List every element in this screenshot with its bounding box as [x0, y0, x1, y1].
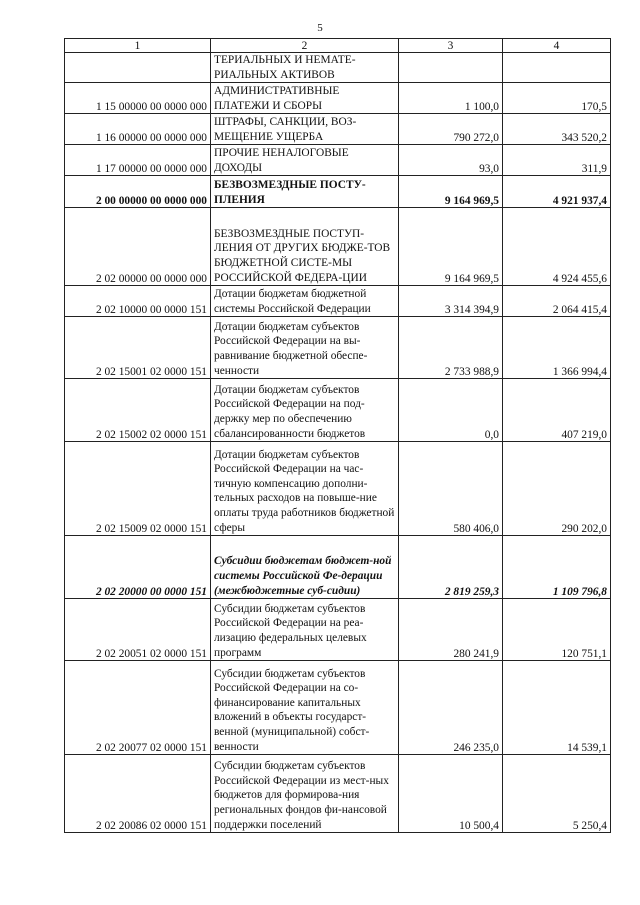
- actual-amount-cell: 14 539,1: [503, 661, 611, 755]
- actual-amount-cell: 4 924 455,6: [503, 208, 611, 286]
- table-row: [65, 536, 611, 599]
- plan-amount-cell: 280 241,9: [399, 599, 503, 661]
- plan-amount-cell: 0,0: [399, 379, 503, 442]
- table-row: [65, 176, 611, 208]
- plan-amount-cell: 10 500,4: [399, 755, 503, 833]
- plan-amount-cell: 790 272,0: [399, 114, 503, 145]
- table-row: [65, 114, 611, 145]
- code-cell: 2 02 00000 00 0000 000: [65, 208, 211, 286]
- code-cell: 2 02 15002 02 0000 151: [65, 379, 211, 442]
- table-row: [65, 661, 611, 755]
- table-row: [65, 53, 611, 83]
- code-cell: 2 02 15009 02 0000 151: [65, 442, 211, 536]
- table-row: [65, 83, 611, 114]
- plan-amount-cell: 246 235,0: [399, 661, 503, 755]
- actual-amount-cell: 4 921 937,4: [503, 176, 611, 208]
- table-row: [65, 286, 611, 317]
- code-cell: 2 02 20000 00 0000 151: [65, 536, 211, 599]
- table-row: [65, 442, 611, 536]
- plan-amount-cell: 3 314 394,9: [399, 286, 503, 317]
- name-cell: БЕЗВОЗМЕЗДНЫЕ ПОСТУ-ПЛЕНИЯ: [211, 176, 399, 208]
- name-cell: ПРОЧИЕ НЕНАЛОГОВЫЕ ДОХОДЫ: [211, 145, 399, 176]
- table-row: [65, 317, 611, 379]
- plan-amount-cell: 9 164 969,5: [399, 208, 503, 286]
- code-cell: [65, 53, 211, 83]
- actual-amount-cell: 1 109 796,8: [503, 536, 611, 599]
- code-cell: 2 02 15001 02 0000 151: [65, 317, 211, 379]
- actual-amount-cell: 170,5: [503, 83, 611, 114]
- column-number-2: 2: [211, 39, 399, 53]
- name-cell: Дотации бюджетам субъектов Российской Федерации на час-тичную компенсацию дополни-тельных расходов на повыше-ние оплаты труда работников бюджетной сферы: [211, 442, 399, 536]
- actual-amount-cell: 120 751,1: [503, 599, 611, 661]
- column-number-1: 1: [65, 39, 211, 53]
- plan-amount-cell: 580 406,0: [399, 442, 503, 536]
- plan-amount-cell: [399, 53, 503, 83]
- actual-amount-cell: 290 202,0: [503, 442, 611, 536]
- code-cell: 2 02 20051 02 0000 151: [65, 599, 211, 661]
- actual-amount-cell: 311,9: [503, 145, 611, 176]
- actual-amount-cell: 1 366 994,4: [503, 317, 611, 379]
- name-cell: Субсидии бюджетам субъектов Российской Федерации на со-финансирование капитальных вложений в объекты государст-венной (муниципальной) собст-венности: [211, 661, 399, 755]
- name-cell: ШТРАФЫ, САНКЦИИ, ВОЗ-МЕЩЕНИЕ УЩЕРБА: [211, 114, 399, 145]
- plan-amount-cell: 2 819 259,3: [399, 536, 503, 599]
- code-cell: 1 15 00000 00 0000 000: [65, 83, 211, 114]
- code-cell: 2 02 20086 02 0000 151: [65, 755, 211, 833]
- page-number: 5: [317, 22, 323, 34]
- code-cell: 1 16 00000 00 0000 000: [65, 114, 211, 145]
- name-cell: Дотации бюджетам субъектов Российской Федерации на под-держку мер по обеспечению сбалансированности бюджетов: [211, 379, 399, 442]
- plan-amount-cell: 1 100,0: [399, 83, 503, 114]
- table-row: [65, 145, 611, 176]
- code-cell: 2 02 20077 02 0000 151: [65, 661, 211, 755]
- table-row: [65, 379, 611, 442]
- name-cell: БЕЗВОЗМЕЗДНЫЕ ПОСТУП-ЛЕНИЯ ОТ ДРУГИХ БЮДЖЕ-ТОВ БЮДЖЕТНОЙ СИСТЕ-МЫ РОССИЙСКОЙ ФЕДЕРА-ЦИИ: [211, 208, 399, 286]
- table-row: [65, 208, 611, 286]
- name-cell: Дотации бюджетам субъектов Российской Федерации на вы-равнивание бюджетной обеспе-ченности: [211, 317, 399, 379]
- plan-amount-cell: 2 733 988,9: [399, 317, 503, 379]
- actual-amount-cell: 5 250,4: [503, 755, 611, 833]
- plan-amount-cell: 9 164 969,5: [399, 176, 503, 208]
- actual-amount-cell: 407 219,0: [503, 379, 611, 442]
- code-cell: 2 02 10000 00 0000 151: [65, 286, 211, 317]
- name-cell: АДМИНИСТРАТИВНЫЕ ПЛАТЕЖИ И СБОРЫ: [211, 83, 399, 114]
- table-row: [65, 599, 611, 661]
- table-row: [65, 755, 611, 833]
- name-cell: Дотации бюджетам бюджетной системы Российской Федерации: [211, 286, 399, 317]
- budget-revenue-table: [64, 38, 611, 833]
- column-number-3: 3: [399, 39, 503, 53]
- table-body: [65, 53, 611, 833]
- name-cell: Субсидии бюджетам субъектов Российской Федерации из мест-ных бюджетов для формирова-ния региональных фондов фи-нансовой поддержки поселений: [211, 755, 399, 833]
- column-number-4: 4: [503, 39, 611, 53]
- code-cell: 2 00 00000 00 0000 000: [65, 176, 211, 208]
- actual-amount-cell: 343 520,2: [503, 114, 611, 145]
- plan-amount-cell: 93,0: [399, 145, 503, 176]
- actual-amount-cell: 2 064 415,4: [503, 286, 611, 317]
- name-cell: ТЕРИАЛЬНЫХ И НЕМАТЕ-РИАЛЬНЫХ АКТИВОВ: [211, 53, 399, 83]
- name-cell: Субсидии бюджетам субъектов Российской Федерации на реа-лизацию федеральных целевых программ: [211, 599, 399, 661]
- actual-amount-cell: [503, 53, 611, 83]
- name-cell: Субсидии бюджетам бюджет-ной системы Российской Фе-дерации (межбюджетные суб-сидии): [211, 536, 399, 599]
- code-cell: 1 17 00000 00 0000 000: [65, 145, 211, 176]
- column-number-header-row: [65, 39, 611, 53]
